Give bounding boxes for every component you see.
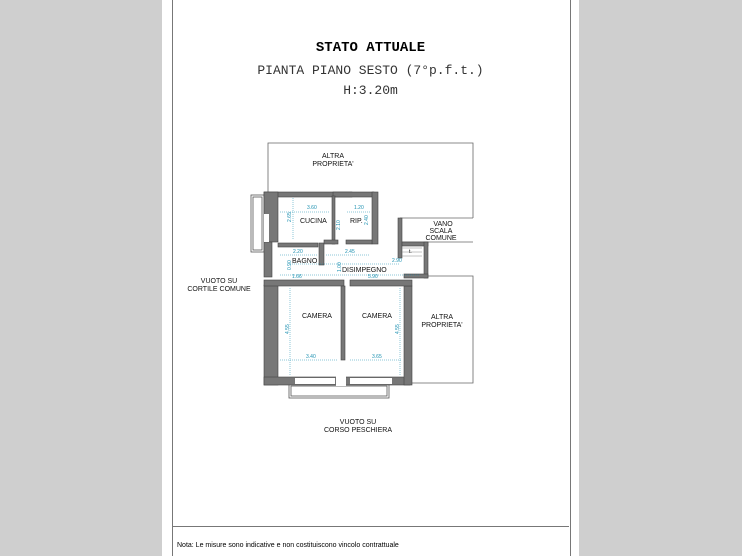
dim-rip-h: 2.40 — [364, 215, 370, 225]
dim-camera-left-w: 3.40 — [306, 354, 316, 360]
room-label-vano-2: SCALA — [429, 228, 453, 235]
dim-camera-right-w: 3.65 — [372, 354, 382, 360]
dim-left-small: 1.66 — [292, 274, 302, 280]
footer-note: Nota: Le misure sono indicative e non costituiscono vincolo contrattuale — [177, 542, 399, 549]
dim-corr-b: 2.45 — [345, 249, 355, 255]
dim-disimp-w: 5.90 — [368, 274, 378, 280]
dim-t-mark: t. — [409, 249, 412, 255]
room-label-disimpegno: DISIMPEGNO — [342, 267, 387, 274]
altra-top-2: PROPRIETA' — [312, 161, 354, 168]
room-label-rip: RIP. — [350, 218, 363, 225]
plan-title: STATO ATTUALE — [315, 40, 426, 56]
dim-corr-c: 2.90 — [392, 258, 402, 264]
dim-corr-a: 2.20 — [293, 249, 303, 255]
stair-hatch — [402, 248, 422, 256]
plan-subtitle: PIANTA PIANO SESTO (7°p.f.t.) — [257, 63, 484, 78]
vuoto-cortile-2: CORTILE COMUNE — [187, 286, 251, 293]
dim-cucina-h: 2.65 — [287, 212, 293, 222]
dim-cucina-w: 3.60 — [307, 205, 317, 211]
room-label-camera-right: CAMERA — [362, 313, 392, 320]
room-label-vano-3: COMUNE — [425, 235, 457, 242]
dim-camera-right-h: 4.55 — [395, 324, 401, 334]
plan-height: H:3.20m — [343, 83, 398, 98]
vuoto-corso-1: VUOTO SU — [339, 419, 377, 426]
dim-rip-w: 1.20 — [354, 205, 364, 211]
room-label-vano-1: VANO — [433, 221, 453, 228]
vuoto-corso-2: CORSO PESCHIERA — [323, 427, 393, 434]
dim-cucina-mid: 2.10 — [336, 220, 342, 230]
dim-disimp-h: 1.00 — [337, 262, 343, 272]
vuoto-cortile-1: VUOTO SU — [200, 278, 238, 285]
room-label-camera-left: CAMERA — [302, 313, 332, 320]
altra-right-2: PROPRIETA' — [421, 322, 463, 329]
altra-top-1: ALTRA — [321, 153, 345, 160]
dim-camera-left-h: 4.55 — [285, 324, 291, 334]
altra-right-1: ALTRA — [430, 314, 454, 321]
dim-bagno-h: 0.90 — [287, 260, 293, 270]
room-label-cucina: CUCINA — [300, 218, 327, 225]
room-label-bagno: BAGNO — [292, 258, 318, 265]
